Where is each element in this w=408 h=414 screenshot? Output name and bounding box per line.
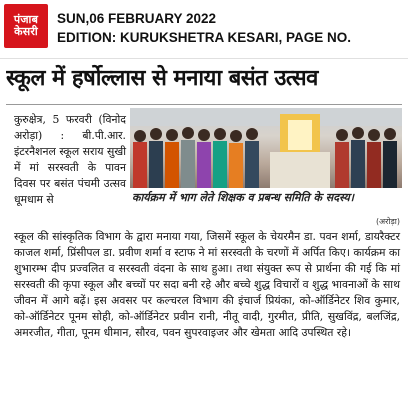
event-photo xyxy=(130,108,402,188)
logo-line-2: केसरी xyxy=(14,25,38,38)
column-paragraph: कुरुक्षेत्र, 5 फरवरी (विनोद अरोड़ा) : बी.पी.आर. इंटरनैशनल स्कूल सराय सुखी में मां सरस्वती के पावन दिवस पर बसंत पंचमी उत्सव धूमधाम से xyxy=(14,113,126,206)
logo-line-1: पंजाब xyxy=(13,13,39,27)
punjab-kesari-logo xyxy=(4,4,48,48)
photo-caption: कार्यक्रम में भाग लेते शिक्षक व प्रबन्ध समिति के सदस्य। xyxy=(132,191,354,204)
masthead xyxy=(0,0,408,56)
masthead-divider xyxy=(0,58,408,59)
article-body-text xyxy=(14,229,400,341)
edition-info: EDITION: KURUKSHETRA KESARI, PAGE NO. xyxy=(57,30,352,45)
article-column-text xyxy=(14,112,126,208)
article-headline: स्कूल में हर्षोल्लास से मनाया बसंत उत्सव xyxy=(6,66,318,91)
body-paragraph: स्कूल की सांस्कृतिक विभाग के द्वारा मनाया गया, जिसमें स्कूल के चेयरमैन डा. पवन शर्मा, डायरैक्टर काजल शर्मा, प्रिंसीपल डा. प्रवीण शर्मा व स्टाफ ने मां सरस्वती के चरणों में अर्पित किए। कार्यक्रम का शुभारम्भ दीप प्रज्वलित व सरस्वती वंदना के साथ हुआ। तथा संयुक्त रूप से प्रार्थना की गई कि मां सरस्वती की कृपा स्कूल और बच्चों पर सदा बनी रहे और बच्चे शुद्ध विचारों व शुद्ध भावनाओं के साथ जीवन में आगे बढ़ें। इस अवसर पर कल्चरल विभाग की इंचार्ज प्रियंका, को-ऑर्डिनेटर शिव कुमार, को-ऑर्डिनेटर पूनम सोही, को-ऑर्डिनेटर प्रवीन रानी, नीतू वादी, गुरमीत, प्रीति, सुखविंद्र, बलजिंद्र, अमरजीत, गीता, पूनम धीमान, सौरव, पवन सुपरवाइजर और खेमता आदि उपस्थित रहे। xyxy=(14,230,400,339)
photo-credit: (अरोड़ा) xyxy=(375,217,400,226)
publication-date: SUN,06 FEBRUARY 2022 xyxy=(57,11,217,26)
event-photo-illustration xyxy=(130,108,402,188)
headline-divider xyxy=(6,104,402,105)
edition-meta xyxy=(57,9,351,47)
